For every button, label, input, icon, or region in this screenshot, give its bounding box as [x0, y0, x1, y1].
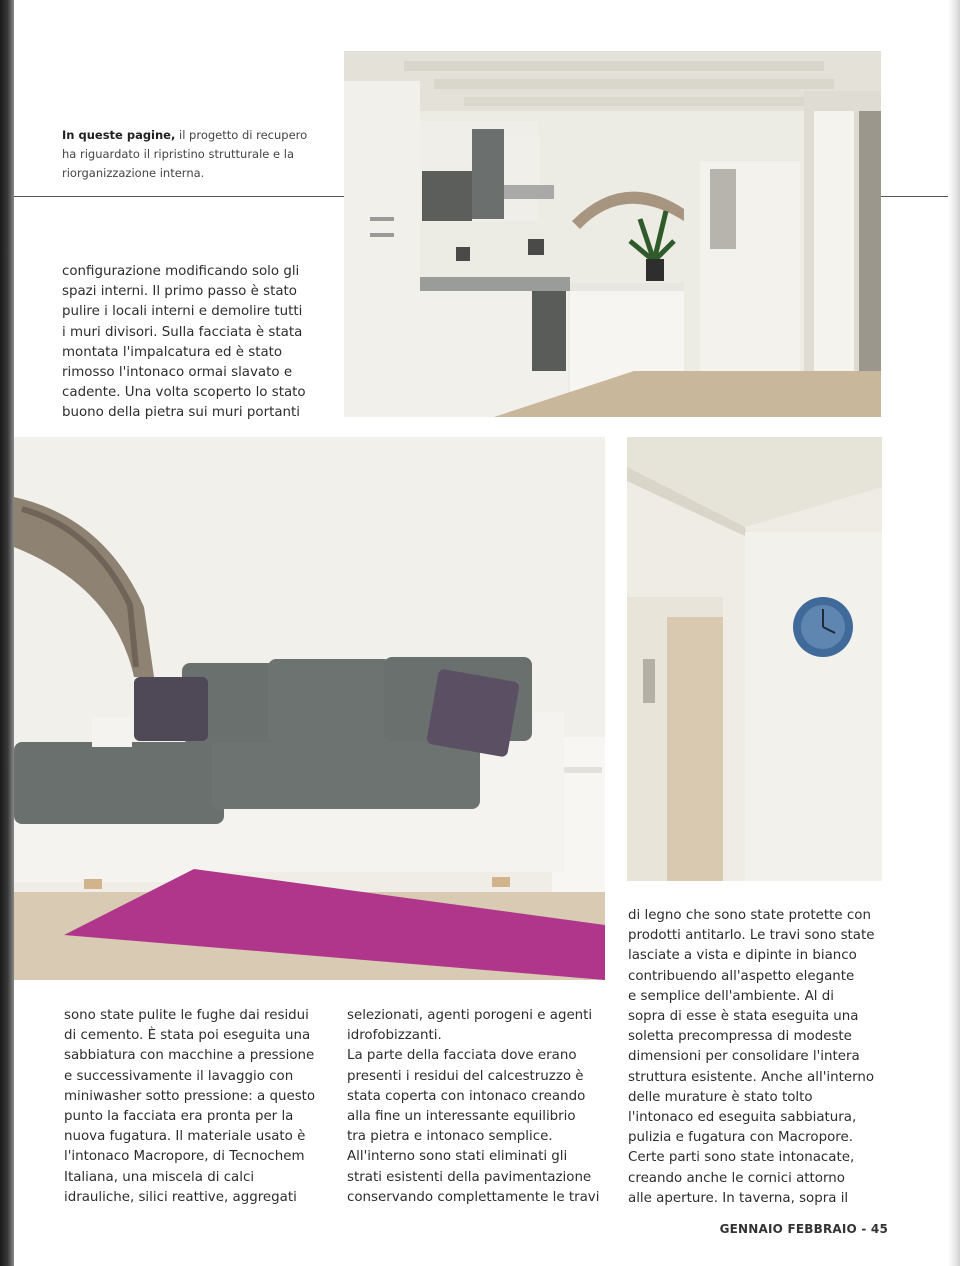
wall-clock-icon [793, 597, 853, 657]
text-column-bottom-right: di legno che sono state protette con prodotti antitarlo. Le travi sono state lasciate a vista e dipinte in bianco contribuendo all'aspetto elegante e semplice dell'ambiente. Al di sopra di esse è stata eseguita una soletta precompressa di modeste dimensioni per consolidare l'intera struttura esistente. Anche all'interno delle murature è stato tolto l'intonaco ed eseguita sabbiatura, pulizia e fugatura con Macropore. Certe parti sono state intonacate, creando anche le cornici attorno alle aperture. In taverna, sopra il [628, 908, 875, 1206]
hallway-photo [627, 437, 882, 881]
text-column-bottom-middle: selezionati, agenti porogeni e agenti idrofobizzanti. La parte della facciata dove erano presenti i residui del calcestruzzo è stata coperta con intonaco creando alla fine un interessante equilibrio tra pietra e intonaco semplice. All'interno sono stati eliminati gli strati esistenti della pavimentazione conservando complettamente le travi [347, 1008, 600, 1205]
caption-text: il progetto di recupero ha riguardato il ripristino strutturale e la riorganizzazione interna. [62, 128, 308, 180]
kitchen-photo [344, 51, 881, 417]
book-spine-shadow [0, 0, 14, 1266]
caption-lead: In queste pagine, [62, 128, 176, 142]
page-edge [948, 0, 960, 1266]
page-number: 45 [870, 1222, 888, 1236]
page-footer: GENNAIO FEBBRAIO - 45 [719, 1222, 888, 1236]
top-rule-right [880, 196, 948, 197]
top-rule-left [14, 196, 344, 197]
text-column-bottom-left: sono state pulite le fughe dai residui di cemento. È stata poi eseguita una sabbiatura con macchine a pressione e successivamente il lavaggio con miniwasher sotto pressione: a questo punto la facciata era pronta per la nuova fugatura. Il materiale usato è l'intonaco Macropore, di Tecnochem Italiana, una miscela di calci idrauliche, silici reattive, aggregati [64, 1008, 316, 1205]
text-column-top-left: configurazione modificando solo gli spazi interni. Il primo passo è stato pulire i locali interni e demolire tutti i muri divisori. Sulla facciata è stata montata l'impalcatura ed è stato rimosso l'intonaco ormai slavato e cadente. Una volta scoperto lo stato buono della pietra sui muri portanti [62, 264, 306, 421]
photo-caption [62, 126, 322, 183]
issue-label: GENNAIO FEBBRAIO [719, 1222, 857, 1236]
living-room-photo [14, 437, 605, 980]
